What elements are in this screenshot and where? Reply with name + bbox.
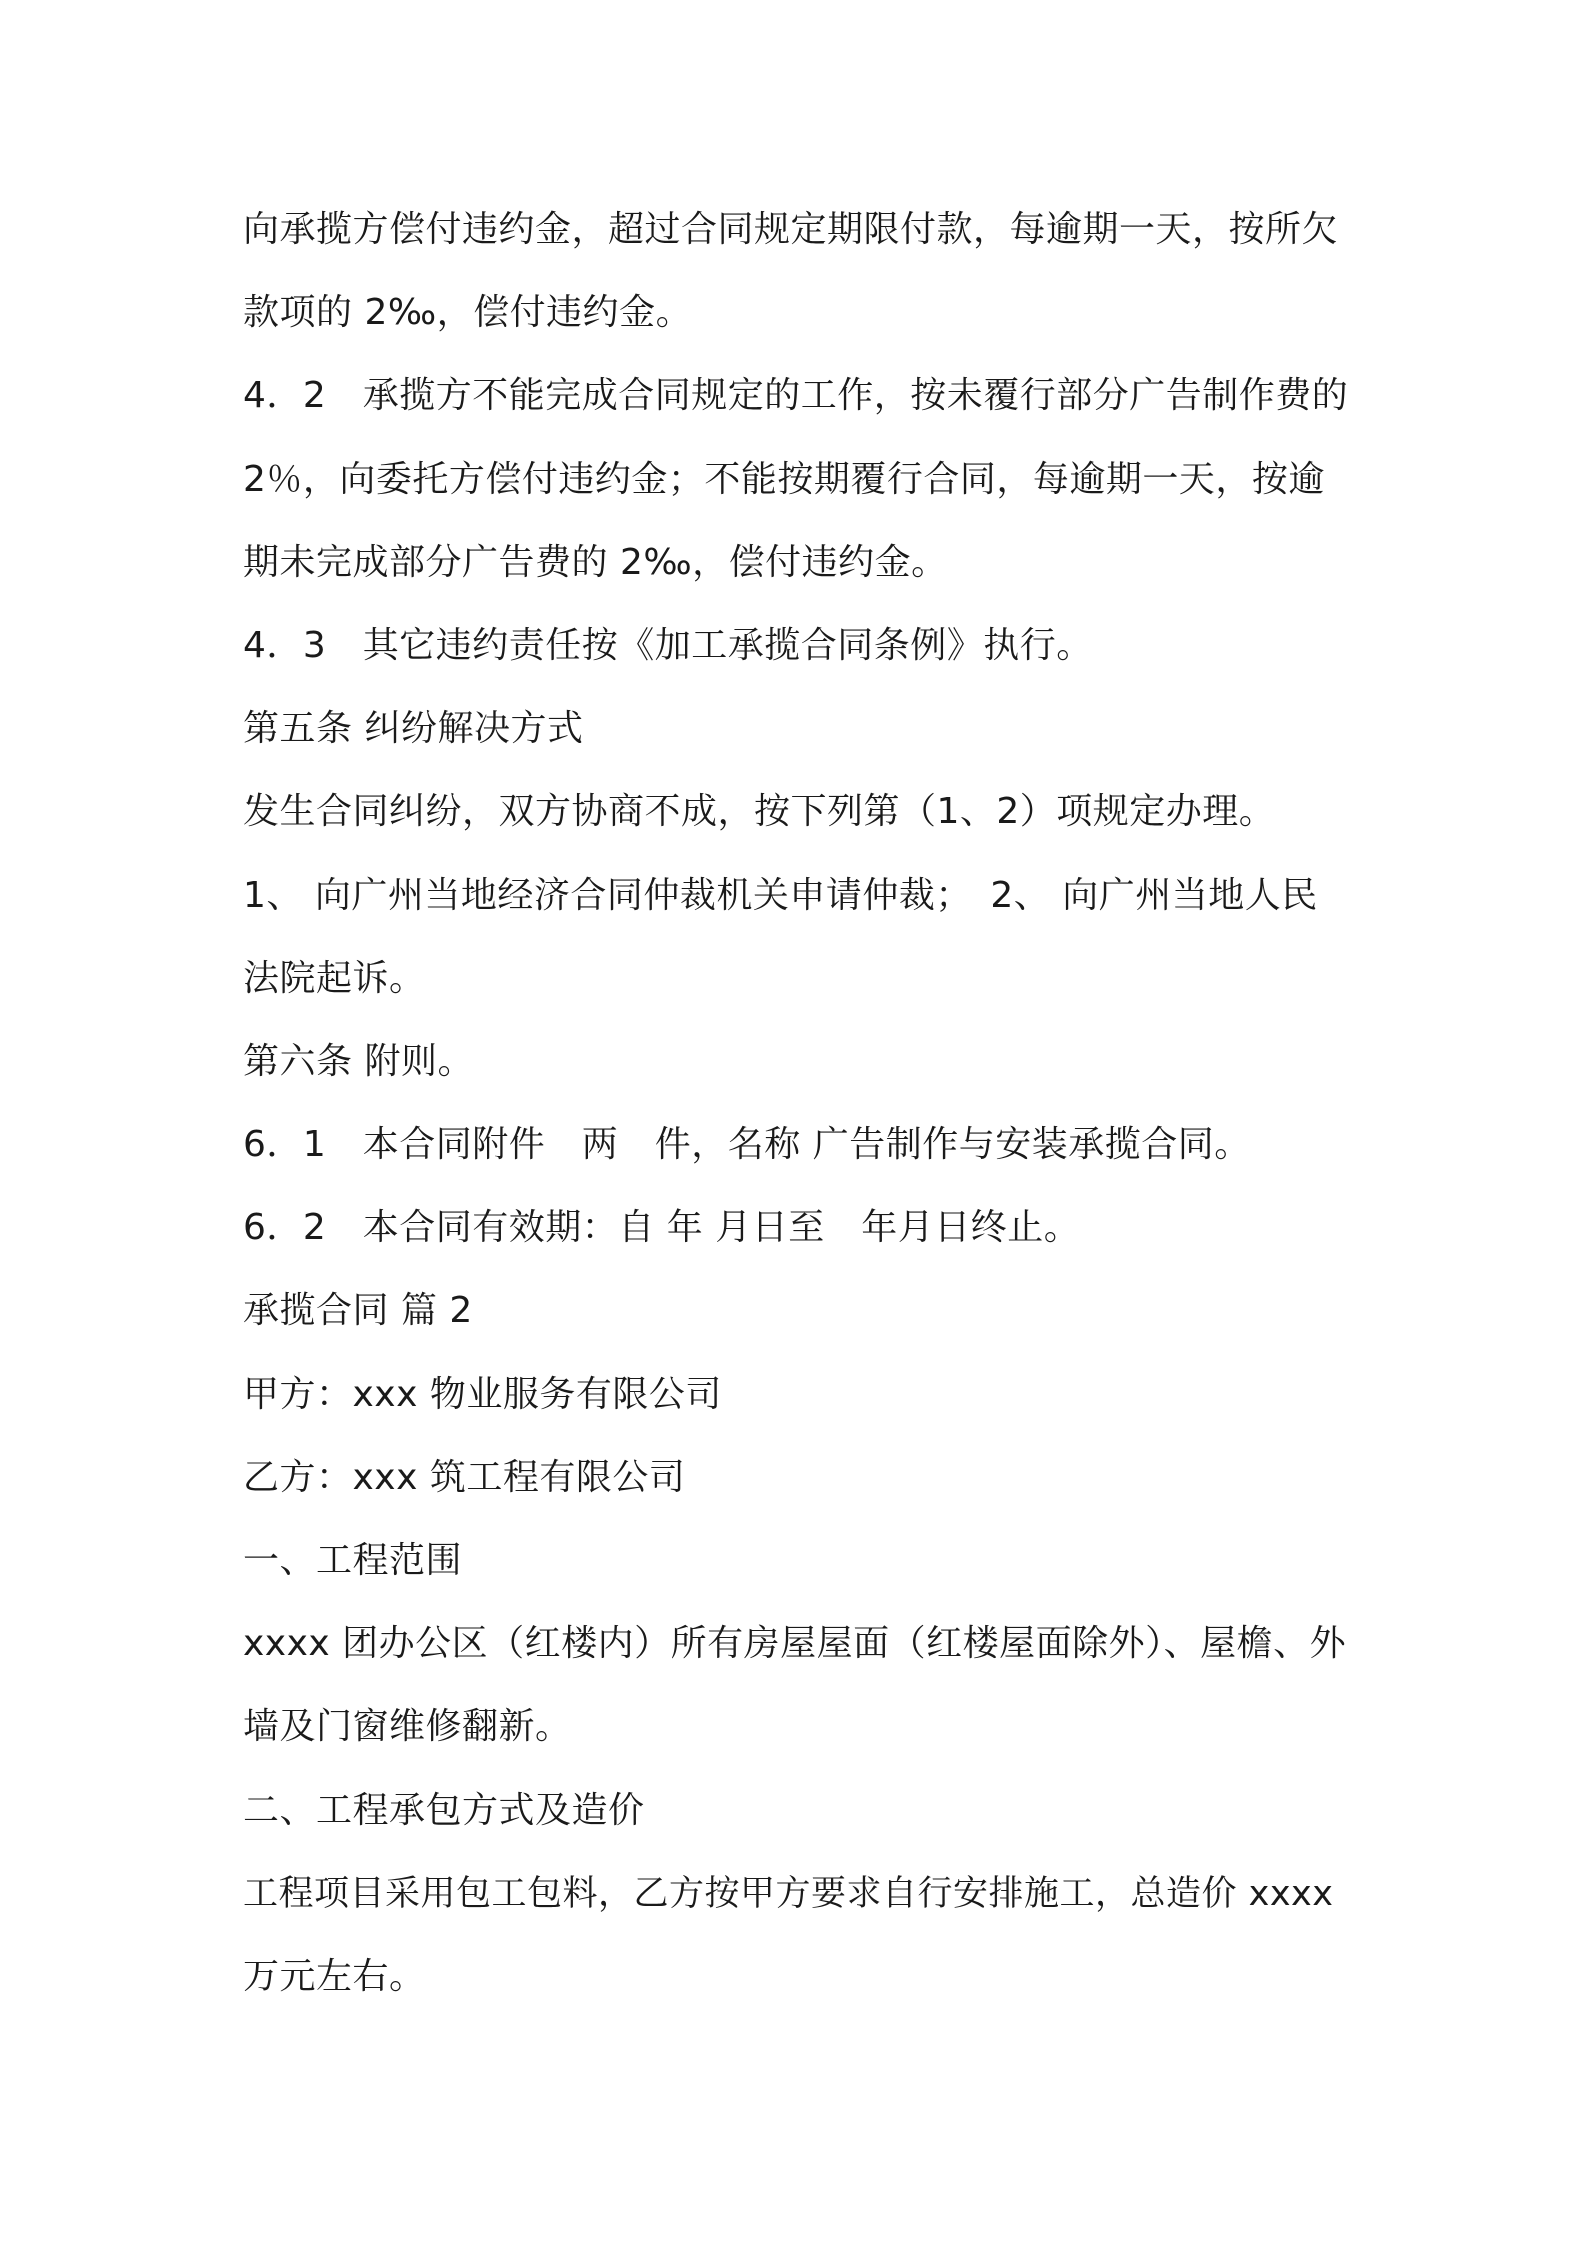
text-line: 2％，向委托方偿付违约金；不能按期覆行合同，每逾期一天，按逾 — [243, 458, 1325, 500]
section-heading: 二、工程承包方式及造价 — [243, 1789, 645, 1831]
section-heading: 第六条 附则。 — [243, 1040, 474, 1082]
text-line: 工程项目采用包工包料，乙方按甲方要求自行安排施工，总造价 xxxx — [243, 1873, 1334, 1914]
clause-line: 6．2 本合同有效期：自 年 月日至 年月日终止。 — [243, 1207, 1081, 1249]
clause-line: 6．1 本合同附件 两 件，名称 广告制作与安装承揽合同。 — [243, 1124, 1251, 1166]
clause-line: 4．2 承揽方不能完成合同规定的工作，按未覆行部分广告制作费的 — [243, 375, 1349, 417]
document-title: 承揽合同 篇 2 — [243, 1290, 473, 1332]
text-line: 墙及门窗维修翻新。 — [243, 1706, 572, 1748]
section-heading: 第五条 纠纷解决方式 — [243, 708, 584, 750]
text-line: 万元左右。 — [243, 1955, 426, 1997]
text-line: 期未完成部分广告费的 2‰，偿付违约金。 — [243, 541, 948, 583]
text-line: xxxx 团办公区（红楼内）所有房屋屋面（红楼屋面除外）、屋檐、外 — [243, 1623, 1347, 1665]
section-heading: 一、工程范围 — [243, 1540, 463, 1581]
contract-text — [243, 200, 1353, 2030]
text-line: 发生合同纠纷，双方协商不成，按下列第（1、2）项规定办理。 — [243, 791, 1276, 833]
text-line: 向承揽方偿付违约金，超过合同规定期限付款，每逾期一天，按所欠 — [243, 209, 1339, 250]
clause-line: 4．3 其它违约责任按《加工承揽合同条例》执行。 — [243, 624, 1093, 666]
party-a-line: 甲方：xxx 物业服务有限公司 — [243, 1373, 722, 1415]
text-line: 款项的 2‰，偿付违约金。 — [243, 292, 693, 334]
text-line: 法院起诉。 — [243, 957, 426, 999]
party-b-line: 乙方：xxx 筑工程有限公司 — [243, 1456, 686, 1498]
text-line: 1、 向广州当地经济合同仲裁机关申请仲裁； 2、 向广州当地人民 — [243, 874, 1318, 916]
